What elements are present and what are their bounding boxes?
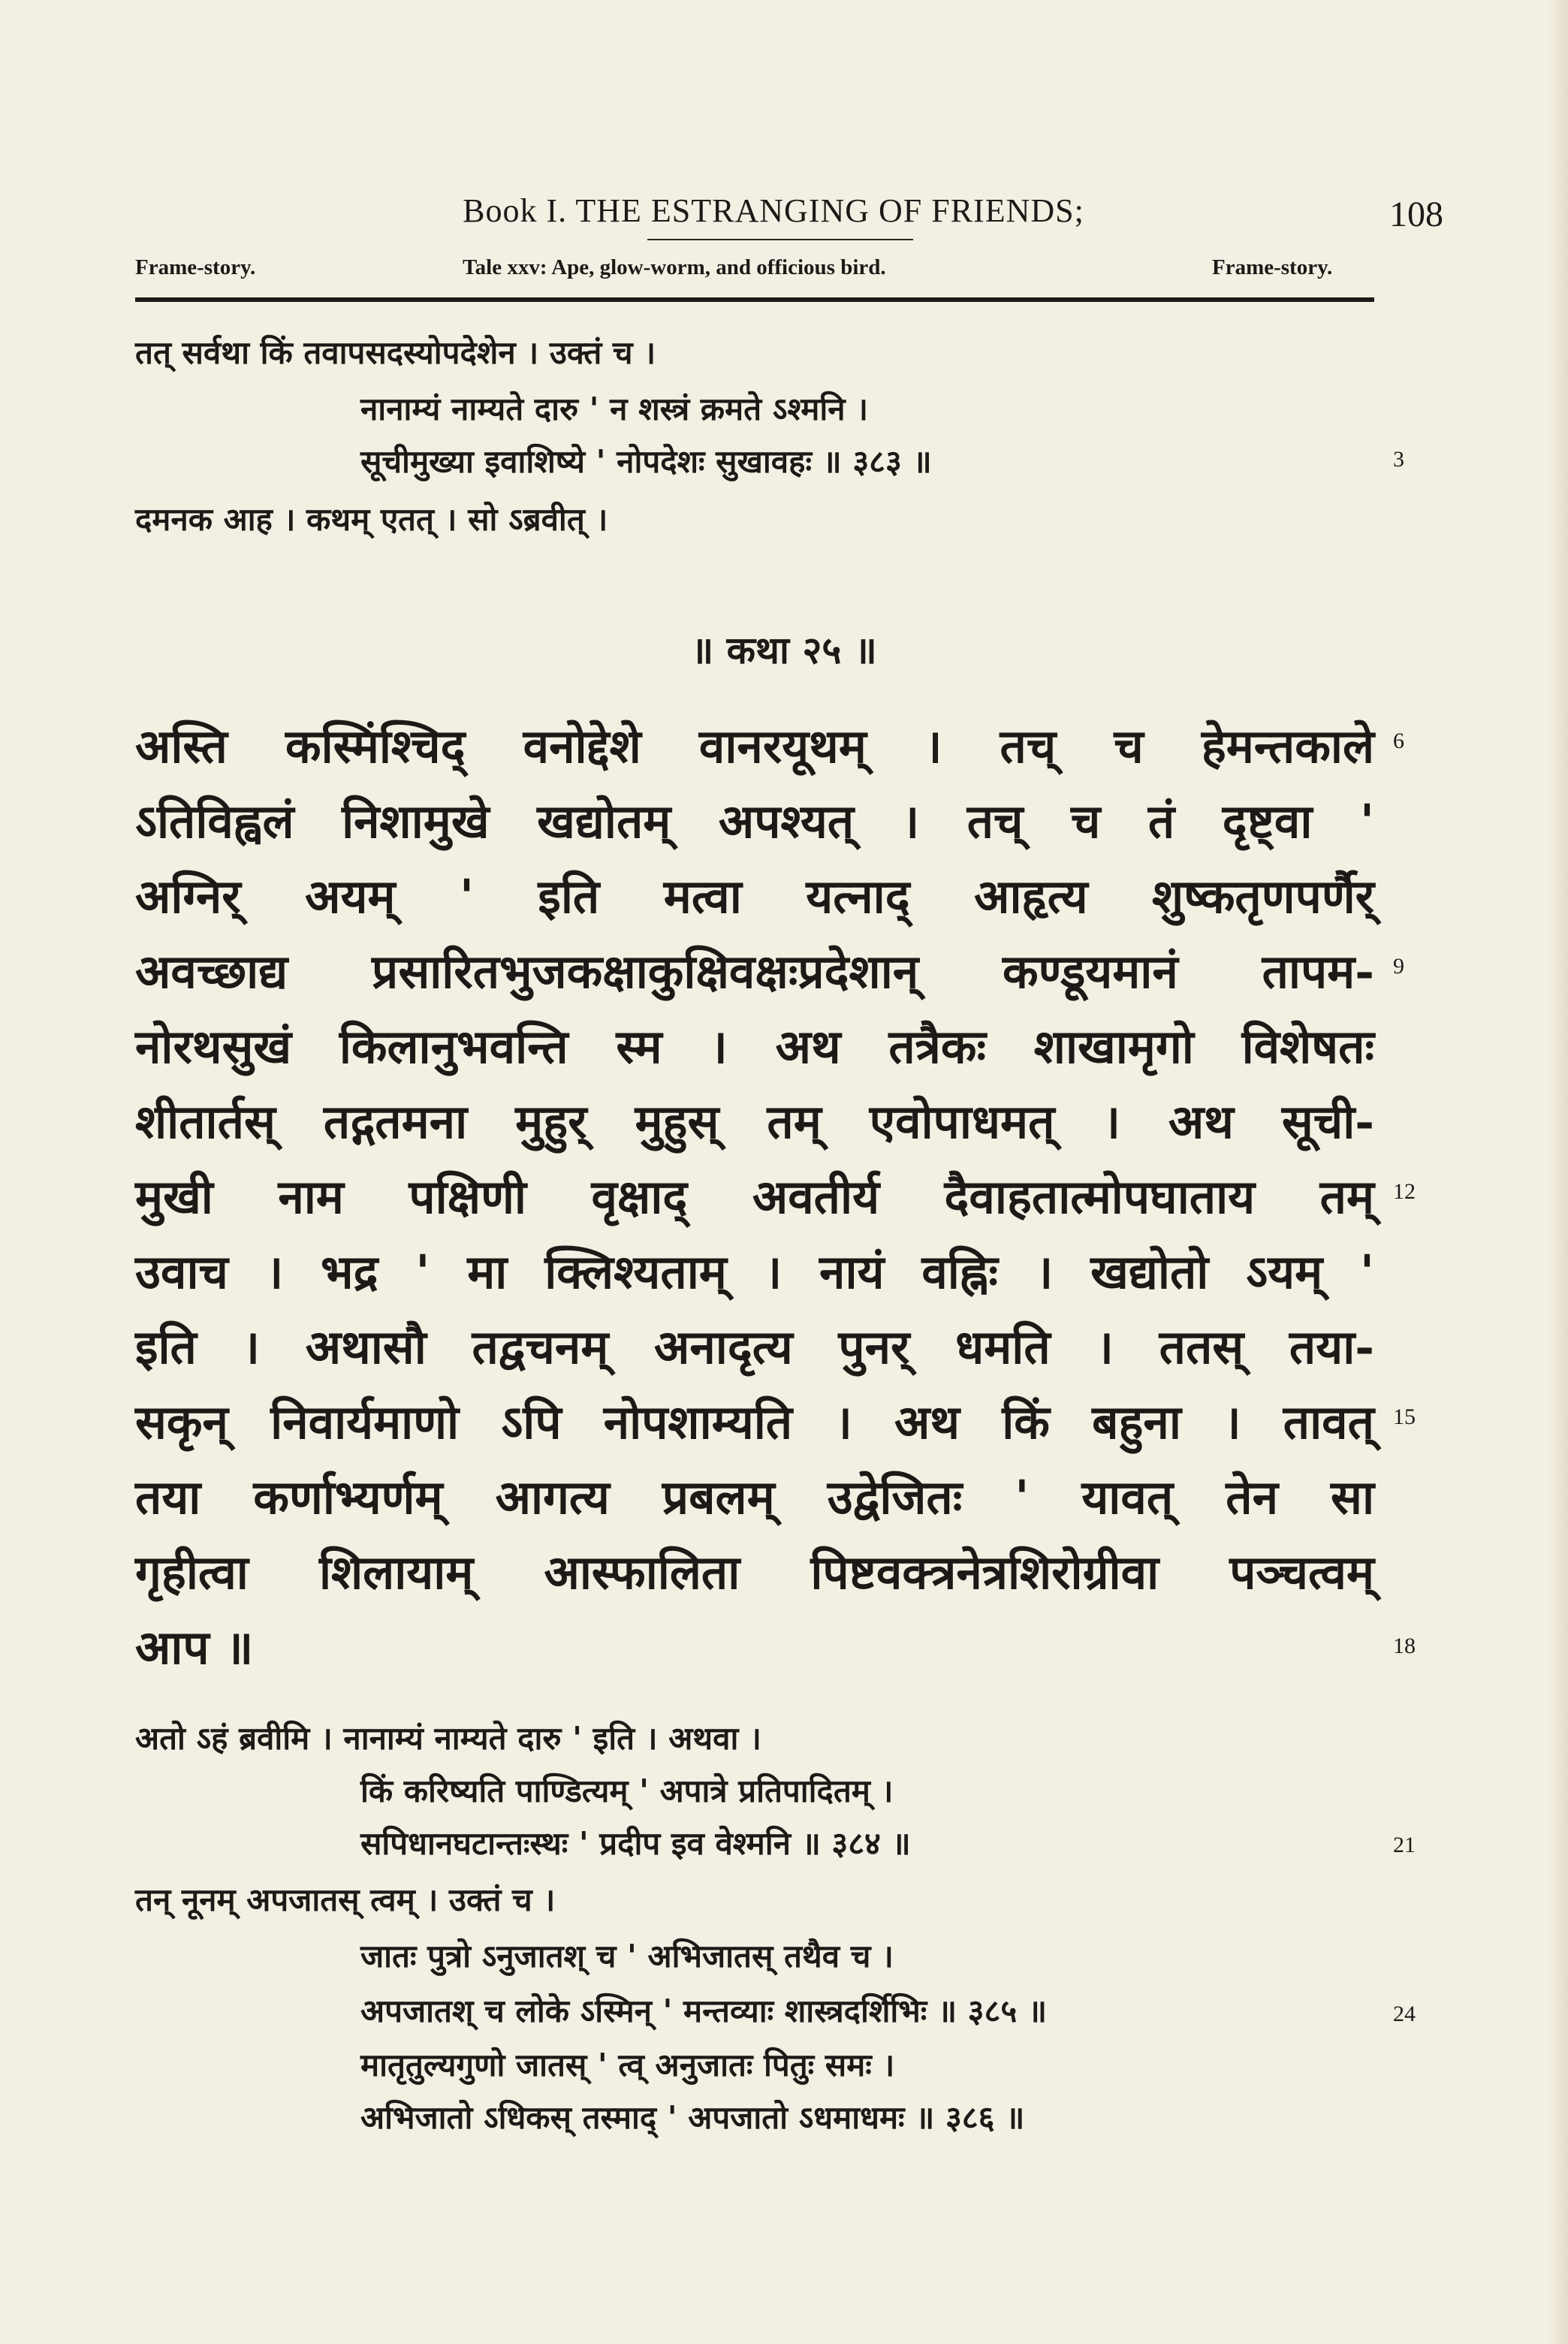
subhead-right: Frame-story. — [1212, 255, 1333, 279]
top-verse-line: नानाम्यं नाम्यते दारु ' न शस्त्रं क्रमते ऽश्मनि । — [360, 391, 869, 427]
story-line: उवाच । भद्र ' मा क्लिश्यताम् । नायं वह्निः । खद्योतो ऽयम् ' — [135, 1244, 1374, 1299]
story-line: मुखी नाम पक्षिणी वृक्षाद् अवतीर्य दैवाहतात्मोपघाताय तम् — [135, 1169, 1374, 1224]
bottom-prose-line: अतो ऽहं ब्रवीमि । नानाम्यं नाम्यते दारु ' इति । अथवा । — [135, 1720, 761, 1757]
running-head: Book I. THE ESTRANGING OF FRIENDS; — [463, 192, 1084, 229]
story-line: ऽतिविह्वलं निशामुखे खद्योतम् अपश्यत् । तच् च तं दृष्ट्वा ' — [135, 794, 1374, 849]
bottom-verse-line: किं करिष्यति पाण्डित्यम् ' अपात्रे प्रतिपादितम् । — [360, 1772, 894, 1809]
line-number: 15 — [1393, 1404, 1416, 1429]
story-line: अग्निर् अयम् ' इति मत्वा यत्नाद् आहृत्य शुष्कतृणपर्णैर् — [135, 869, 1374, 924]
story-line: नोरथसुखं किलानुभवन्ति स्म । अथ तत्रैकः शाखामृगो विशेषतः — [135, 1019, 1374, 1074]
page-edge-shadow — [1548, 0, 1568, 2344]
header-rule — [135, 297, 1374, 302]
running-head-rule — [647, 239, 913, 240]
line-number: 21 — [1393, 1833, 1416, 1857]
top-prose-line: तत् सर्वथा किं तवापसदस्योपदेशेन । उक्तं च । — [135, 334, 656, 371]
line-number: 9 — [1393, 954, 1404, 979]
line-number: 12 — [1393, 1179, 1416, 1204]
story-line: अवच्छाद्य प्रसारितभुजकक्षाकुक्षिवक्षःप्रदेशान् कण्डूयमानं तापम- — [135, 944, 1374, 999]
bottom-prose-line: तन् नूनम् अपजातस् त्वम् । उक्तं च । — [135, 1881, 556, 1918]
line-number: 18 — [1393, 1634, 1416, 1658]
bottom-verse-line: अभिजातो ऽधिकस् तस्माद् ' अपजातो ऽधमाधमः ॥ ३८६ ॥ — [360, 2099, 1025, 2136]
story-line: इति । अथासौ तद्वचनम् अनादृत्य पुनर् धमति । ततस् तया- — [135, 1320, 1374, 1374]
subhead-center: Tale xxv: Ape, glow-worm, and officious bird. — [463, 255, 886, 279]
tale-title: ॥ कथा २५ ॥ — [691, 628, 877, 672]
top-prose-line: दमनक आह । कथम् एतत् । सो ऽब्रवीत् । — [135, 501, 608, 538]
bottom-verse-line: सपिधानघटान्तःस्थः ' प्रदीप इव वेश्मनि ॥ ३८४ ॥ — [360, 1825, 911, 1862]
story-line: तया कर्णाभ्यर्णम् आगत्य प्रबलम् उद्वेजितः ' यावत् तेन सा — [135, 1470, 1374, 1525]
line-number: 24 — [1393, 2002, 1416, 2026]
bottom-verse-line: जातः पुत्रो ऽनुजातश् च ' अभिजातस् तथैव च । — [360, 1938, 894, 1974]
story-line: अस्ति कस्मिंश्चिद् वनोद्देशे वानरयूथम् । तच् च हेमन्तकाले — [135, 719, 1374, 774]
story-line: गृहीत्वा शिलायाम् आस्फालिता पिष्टवक्त्रनेत्रशिरोग्रीवा पञ्चत्वम् — [135, 1545, 1374, 1600]
story-line: सकृन् निवार्यमाणो ऽपि नोपशाम्यति । अथ किं बहुना । तावत् — [135, 1395, 1374, 1450]
line-number: 6 — [1393, 729, 1404, 753]
line-number: 3 — [1393, 447, 1404, 472]
top-verse-line: सूचीमुख्या इवाशिष्ये ' नोपदेशः सुखावहः ॥ ३८३ ॥ — [360, 443, 932, 480]
bottom-verse-line: अपजातश् च लोके ऽस्मिन् ' मन्तव्याः शास्त्रदर्शिभिः ॥ ३८५ ॥ — [360, 1993, 1047, 2029]
page-number: 108 — [1389, 195, 1443, 234]
subhead-left: Frame-story. — [135, 255, 256, 279]
bottom-verse-line: मातृतुल्यगुणो जातस् ' त्व् अनुजातः पितुः समः । — [360, 2047, 895, 2083]
story-line: आप ॥ — [135, 1620, 254, 1675]
story-line: शीतार्तस् तद्गतमना मुहुर् मुहुस् तम् एवोपाधमत् । अथ सूची- — [135, 1094, 1374, 1149]
